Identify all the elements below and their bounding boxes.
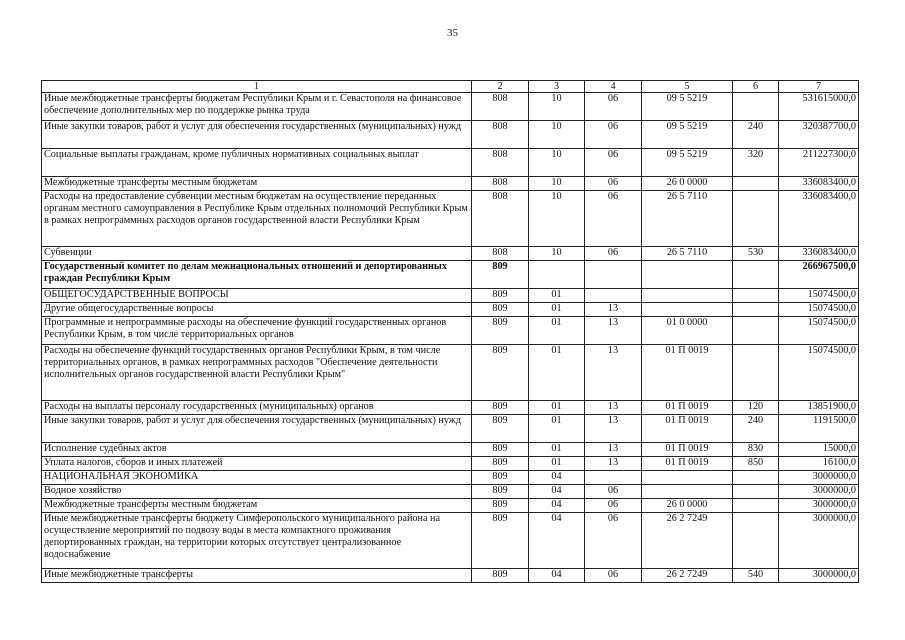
row-code-6: 120 [733,401,779,415]
row-code-3: 01 [529,457,585,471]
row-code-4 [585,289,642,303]
row-code-5: 01 П 0019 [642,345,733,401]
row-code-5: 09 5 5219 [642,93,733,121]
row-amount: 336083400,0 [779,191,859,247]
row-amount: 320387700,0 [779,121,859,149]
row-code-2: 808 [472,247,529,261]
row-code-4: 06 [585,149,642,177]
row-name: НАЦИОНАЛЬНАЯ ЭКОНОМИКА [42,471,472,485]
row-code-6 [733,191,779,247]
row-code-6 [733,499,779,513]
table-row [42,93,859,121]
row-amount: 15074500,0 [779,303,859,317]
row-code-5: 09 5 5219 [642,121,733,149]
row-code-4: 06 [585,513,642,569]
table-row [42,513,859,569]
row-code-3: 01 [529,443,585,457]
header-col-3: 3 [529,81,585,93]
row-name: Иные закупки товаров, работ и услуг для обеспечения государственных (муниципальных) нужд [42,121,472,149]
row-code-3: 01 [529,415,585,443]
header-col-7: 7 [779,81,859,93]
row-code-6 [733,261,779,289]
row-code-2: 809 [472,415,529,443]
row-name: Исполнение судебных актов [42,443,472,457]
row-code-5 [642,289,733,303]
row-code-2: 808 [472,93,529,121]
row-name: ОБЩЕГОСУДАРСТВЕННЫЕ ВОПРОСЫ [42,289,472,303]
row-name: Расходы на выплаты персоналу государственных (муниципальных) органов [42,401,472,415]
row-code-3: 04 [529,485,585,499]
row-code-2: 809 [472,303,529,317]
row-code-2: 809 [472,471,529,485]
row-name: Межбюджетные трансферты местным бюджетам [42,499,472,513]
row-amount: 15074500,0 [779,345,859,401]
row-code-5: 01 0 0000 [642,317,733,345]
row-code-5: 09 5 5219 [642,149,733,177]
row-amount: 16100,0 [779,457,859,471]
row-name: Межбюджетные трансферты местным бюджетам [42,177,472,191]
page-number: 35 [447,27,458,39]
row-code-5: 26 0 0000 [642,499,733,513]
row-amount: 3000000,0 [779,471,859,485]
row-code-5: 26 2 7249 [642,513,733,569]
table-row [42,177,859,191]
row-code-4: 13 [585,303,642,317]
row-code-6 [733,289,779,303]
table-row [42,415,859,443]
row-code-2: 808 [472,149,529,177]
row-code-6 [733,471,779,485]
row-amount: 336083400,0 [779,247,859,261]
row-code-3: 01 [529,345,585,401]
table-row [42,149,859,177]
table-row [42,317,859,345]
row-code-5: 26 0 0000 [642,177,733,191]
row-amount: 3000000,0 [779,485,859,499]
table-row [42,345,859,401]
table-row [42,191,859,247]
row-amount: 1191500,0 [779,415,859,443]
row-code-2: 809 [472,443,529,457]
row-code-2: 809 [472,457,529,471]
row-name: Иные межбюджетные трансферты бюджетам Республики Крым и г. Севастополя на финансовое обеспечение дополнительных мер по поддержке рынка труда [42,93,472,121]
row-amount: 336083400,0 [779,177,859,191]
table-row [42,303,859,317]
row-amount: 211227300,0 [779,149,859,177]
row-code-3: 04 [529,569,585,583]
row-code-5 [642,471,733,485]
row-code-3: 10 [529,191,585,247]
row-name: Социальные выплаты гражданам, кроме публичных нормативных социальных выплат [42,149,472,177]
row-code-2: 809 [472,261,529,289]
table-row [42,485,859,499]
row-name: Уплата налогов, сборов и иных платежей [42,457,472,471]
row-code-3: 01 [529,289,585,303]
table-body [42,81,859,583]
row-code-4 [585,471,642,485]
row-code-6: 240 [733,121,779,149]
row-code-6 [733,513,779,569]
row-code-3 [529,261,585,289]
row-code-4: 13 [585,345,642,401]
row-code-3: 04 [529,471,585,485]
table-row [42,499,859,513]
row-code-4: 06 [585,485,642,499]
header-col-4: 4 [585,81,642,93]
row-code-2: 809 [472,569,529,583]
header-col-5: 5 [642,81,733,93]
budget-table [41,80,859,583]
row-code-4: 06 [585,499,642,513]
row-code-2: 808 [472,191,529,247]
row-code-3: 01 [529,401,585,415]
row-amount: 266967500,0 [779,261,859,289]
header-col-6: 6 [733,81,779,93]
row-code-6 [733,177,779,191]
row-code-5: 01 П 0019 [642,457,733,471]
table-header-row [42,81,859,93]
table-row [42,289,859,303]
row-code-3: 10 [529,247,585,261]
row-code-5 [642,485,733,499]
row-code-3: 04 [529,499,585,513]
row-code-6 [733,317,779,345]
table-row [42,121,859,149]
row-code-4: 13 [585,457,642,471]
row-code-6: 540 [733,569,779,583]
row-name: Другие общегосударственные вопросы [42,303,472,317]
row-code-4: 06 [585,93,642,121]
row-code-6 [733,345,779,401]
row-code-6: 850 [733,457,779,471]
row-name: Водное хозяйство [42,485,472,499]
row-code-5 [642,303,733,317]
row-code-4: 06 [585,569,642,583]
row-name: Субвенции [42,247,472,261]
row-code-5: 26 5 7110 [642,191,733,247]
row-code-4: 06 [585,177,642,191]
row-code-3: 10 [529,177,585,191]
row-code-3: 10 [529,121,585,149]
table-row [42,247,859,261]
row-code-2: 809 [472,401,529,415]
row-code-3: 04 [529,513,585,569]
row-amount: 13851900,0 [779,401,859,415]
row-code-4: 13 [585,401,642,415]
row-code-6: 240 [733,415,779,443]
row-name: Программные и непрограммные расходы на обеспечение функций государственных органов Республики Крым, в том числе территориальных органов [42,317,472,345]
row-name: Государственный комитет по делам межнациональных отношений и депортированных граждан Республики Крым [42,261,472,289]
table-row [42,261,859,289]
table-row [42,457,859,471]
row-code-6: 320 [733,149,779,177]
row-code-6 [733,93,779,121]
row-code-2: 808 [472,121,529,149]
table-row [42,401,859,415]
row-code-6: 530 [733,247,779,261]
row-amount: 3000000,0 [779,513,859,569]
row-amount: 15000,0 [779,443,859,457]
row-code-5: 01 П 0019 [642,443,733,457]
row-code-3: 01 [529,303,585,317]
row-name: Иные межбюджетные трансферты бюджету Симферопольского муниципального района на осуществление мероприятий по подвозу воды в места компактного проживания депортированных граждан, на территории которых отсутствует централизованное водоснабжение [42,513,472,569]
row-code-5: 26 2 7249 [642,569,733,583]
row-code-3: 01 [529,317,585,345]
table-row [42,443,859,457]
row-code-6 [733,485,779,499]
row-code-3: 10 [529,93,585,121]
table-row [42,471,859,485]
row-code-2: 809 [472,513,529,569]
header-col-1: 1 [42,81,472,93]
row-code-5: 01 П 0019 [642,401,733,415]
row-code-4: 06 [585,191,642,247]
row-code-4: 06 [585,247,642,261]
row-amount: 15074500,0 [779,289,859,303]
row-name: Иные межбюджетные трансферты [42,569,472,583]
row-code-4: 13 [585,443,642,457]
row-code-5 [642,261,733,289]
row-code-3: 10 [529,149,585,177]
row-code-5: 01 П 0019 [642,415,733,443]
row-code-5: 26 5 7110 [642,247,733,261]
row-code-4: 06 [585,121,642,149]
row-code-2: 809 [472,345,529,401]
row-code-2: 809 [472,289,529,303]
row-name: Расходы на предоставление субвенции местным бюджетам на осуществление переданных органам местного самоуправления в Республике Крым отдельных полномочий Республики Крым в рамках непрограммных расходов органов государственной власти Республики Крым [42,191,472,247]
header-col-2: 2 [472,81,529,93]
row-code-4: 13 [585,415,642,443]
row-code-2: 808 [472,177,529,191]
row-amount: 3000000,0 [779,499,859,513]
row-code-6 [733,303,779,317]
table-row [42,569,859,583]
row-amount: 3000000,0 [779,569,859,583]
row-amount: 531615000,0 [779,93,859,121]
row-code-2: 809 [472,317,529,345]
row-name: Расходы на обеспечение функций государственных органов Республики Крым, в том числе территориальных органов, в рамках непрограммных расходов "Обеспечение деятельности исполнительных органов государственной власти Республики Крым" [42,345,472,401]
row-amount: 15074500,0 [779,317,859,345]
row-code-2: 809 [472,499,529,513]
row-code-6: 830 [733,443,779,457]
row-code-4: 13 [585,317,642,345]
row-code-2: 809 [472,485,529,499]
row-code-4 [585,261,642,289]
row-name: Иные закупки товаров, работ и услуг для обеспечения государственных (муниципальных) нужд [42,415,472,443]
